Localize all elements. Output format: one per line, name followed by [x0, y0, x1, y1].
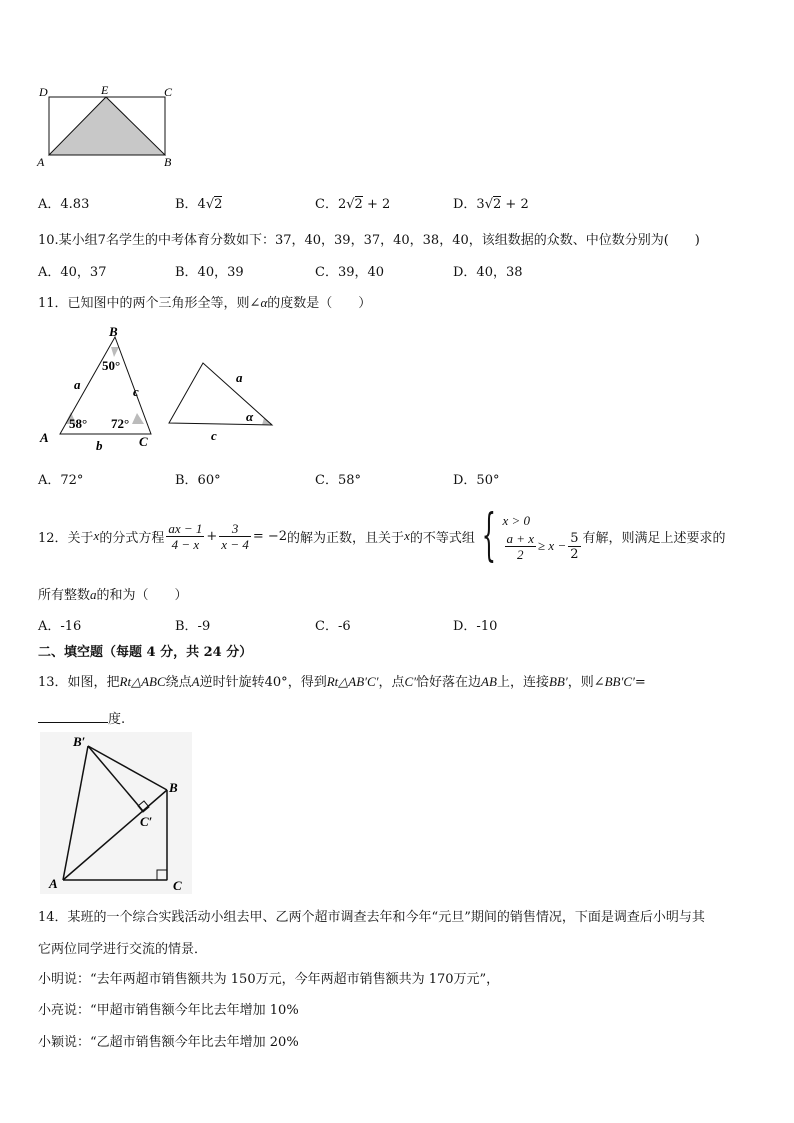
- inequality-system: x > 0 $\frac{a + x}{2}$ ≥ x − $\frac{5}{2}$: [502, 512, 579, 562]
- q9-option-c[interactable]: C．2√2 + 2: [315, 197, 391, 212]
- section-heading: 二、填空题（每题 4 分，共 24 分）: [38, 645, 253, 660]
- q11-option-a[interactable]: A．72°: [38, 473, 84, 488]
- q11-text: 11．已知图中的两个三角形全等，则∠α的度数是（ ）: [38, 295, 372, 311]
- tri1-angle-b: 50°: [102, 358, 121, 373]
- label-A: A: [37, 155, 45, 169]
- label-E: E: [101, 83, 109, 97]
- q11-option-b[interactable]: B．60°: [175, 473, 221, 488]
- rectangle-triangle-figure: [34, 82, 184, 172]
- tri2-alpha: α: [246, 409, 254, 424]
- q13-line1: 13．如图，把Rt△ABC绕点A逆时针旋转40°，得到Rt△AB′C′，点C′恰好落在边AB上，连接BB′，则∠BB′C′=: [38, 674, 646, 690]
- q9-option-a[interactable]: A．4.83: [38, 197, 90, 212]
- tri1-side-a: a: [74, 377, 81, 392]
- label-B: B: [164, 155, 172, 169]
- q12-option-d[interactable]: D．-10: [453, 619, 498, 634]
- congruent-triangles-figure: [36, 322, 286, 452]
- tri1-label-B: B: [109, 324, 118, 339]
- fig-label-B: B: [169, 780, 178, 795]
- q10-option-b[interactable]: B．40，39: [175, 265, 244, 280]
- q9-option-d[interactable]: D．3√2 + 2: [453, 197, 529, 212]
- q12-option-b[interactable]: B．-9: [175, 619, 211, 634]
- tri1-angle-a: 58°: [69, 416, 88, 431]
- tri1-side-b: b: [96, 438, 103, 452]
- q10-option-d[interactable]: D．40，38: [453, 265, 523, 280]
- q14-line1: 14．某班的一个综合实践活动小组去甲、乙两个超市调查去年和今年“元旦”期间的销售情况，下面是调查后小明与其: [38, 910, 705, 925]
- q11-option-d[interactable]: D．50°: [453, 473, 500, 488]
- rotation-figure: [40, 732, 192, 894]
- q12-line2: 所有整数a的和为（ ）: [38, 587, 188, 603]
- label-C: C: [164, 85, 173, 99]
- answer-blank[interactable]: [38, 710, 108, 723]
- fig-label-C1: C′: [140, 814, 153, 829]
- fig-label-B1: B′: [73, 734, 86, 749]
- q10-option-c[interactable]: C．39，40: [315, 265, 385, 280]
- q12-option-a[interactable]: A．-16: [38, 619, 82, 634]
- q14-xiaoming: 小明说：“去年两超市销售额共为 150万元，今年两超市销售额共为 170万元”，: [38, 972, 500, 987]
- q14-xiaoliang: 小亮说：“甲超市销售额今年比去年增加 10%: [38, 1003, 299, 1018]
- tri2-side-a: a: [236, 370, 243, 385]
- tri1-label-A: A: [40, 430, 49, 445]
- tri1-label-C: C: [139, 434, 148, 449]
- label-D: D: [39, 85, 48, 99]
- q10-option-a[interactable]: A．40，37: [38, 265, 107, 280]
- tri1-side-c: c: [133, 384, 139, 399]
- fig-label-C: C: [173, 878, 182, 893]
- tri2-side-c: c: [211, 428, 217, 443]
- q9-option-b[interactable]: B．4√2: [175, 197, 223, 212]
- q11-option-c[interactable]: C．58°: [315, 473, 361, 488]
- q13-line2: 度.: [38, 708, 125, 727]
- q12-line1: 12．关于 x 的分式方程 $\frac{ax - 1}{4 - x}$ + $\frac{3}{x - 4}$ = −2 的解为正数，且关于 x 的不等式组 { x > 0 $\frac{a + x}{2}$ ≥ x − $\frac{5}{2}$ 有解，则满足上述要求的: [38, 503, 726, 568]
- q14-xiaoying: 小颖说：“乙超市销售额今年比去年增加 20%: [38, 1035, 299, 1050]
- q12-option-c[interactable]: C．-6: [315, 619, 351, 634]
- q10-text: 10.某小组7名学生的中考体育分数如下：37，40，39，37，40，38，40，该组数据的众数、中位数分别为( ): [38, 233, 700, 248]
- fig-label-A: A: [49, 876, 58, 891]
- q14-line2: 它两位同学进行交流的情景．: [38, 942, 208, 957]
- tri1-angle-c: 72°: [111, 416, 130, 431]
